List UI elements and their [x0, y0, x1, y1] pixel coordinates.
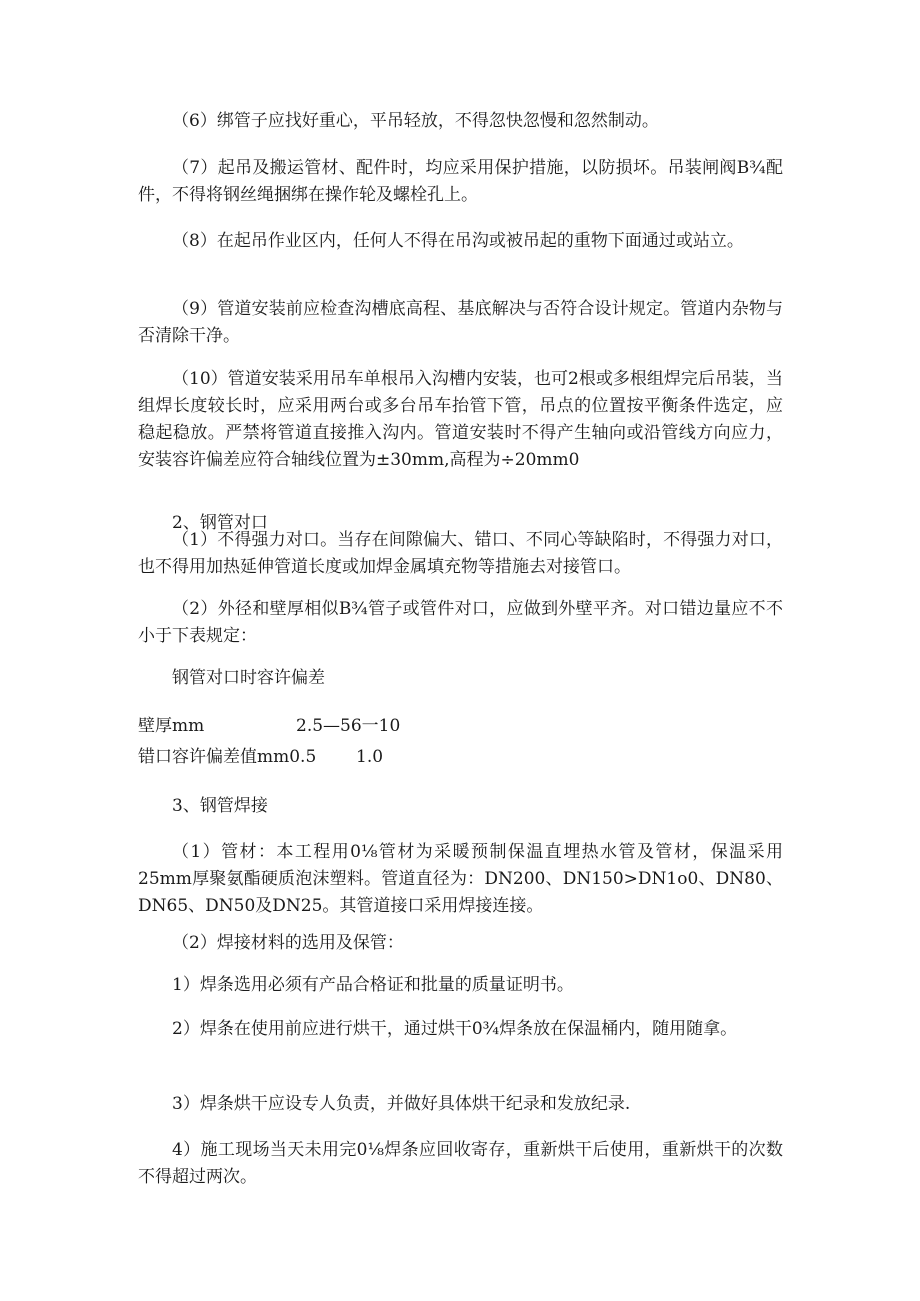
- list-item-3: 3）焊条烘干应设专人负责，并做好具体烘干纪录和发放纪录.: [172, 1094, 631, 1114]
- table-caption: 钢管对口时容许偏差: [172, 668, 325, 688]
- table-header-cell: 错口容许偏差值mm0.5: [138, 747, 317, 767]
- table-value-cell: 1.0: [356, 747, 384, 767]
- paragraph-3-2-welding-materials: （2）焊接材料的选用及保管：: [172, 933, 404, 953]
- section-heading-3: 3、钢管焊接: [172, 796, 268, 816]
- table-header-cell: 壁厚mm: [138, 716, 205, 736]
- paragraph-2-1-no-forcing: （1）不得强力对口。当存在间隙偏大、错口、不同心等缺陷时，不得强力对口，也不得用加热延伸管道长度或加焊金属填充物等措施去对接管口。: [138, 530, 783, 577]
- table-row: [138, 742, 783, 772]
- list-item-4: 4）施工现场当天未用完0⅛焊条应回收寄存，重新烘干后使用，重新烘干的次数不得超过两次。: [138, 1140, 783, 1187]
- list-item-1: 1）焊条选用必须有产品合格证和批量的质量证明书。: [172, 975, 574, 995]
- section-heading-2: 2、钢管对口: [172, 513, 268, 533]
- paragraph-1-6-binding: （6）绑管子应找好重心，平吊轻放，不得忽快忽慢和忽然制动。: [172, 111, 659, 131]
- paragraph-2-2-alignment: （2）外径和壁厚相似B¾管子或管件对口，应做到外壁平齐。对口错边量应不不小于下表规定：: [138, 599, 783, 646]
- paragraph-1-8-safety: （8）在起吊作业区内，任何人不得在吊沟或被吊起的重物下面通过或站立。: [172, 231, 744, 251]
- paragraph-1-7-lifting: （7）起吊及搬运管材、配件时，均应采用保护措施，以防损坏。吊装闸阀B¾配件，不得将钢丝绳捆绑在操作轮及螺栓孔上。: [138, 158, 783, 205]
- table-value-cell: 2.5—56一10: [296, 716, 401, 736]
- paragraph-1-10-installation: （10）管道安装采用吊车单根吊入沟槽内安装，也可2根或多根组焊完后吊装，当组焊长度较长时，应采用两台或多台吊车抬管下管，吊点的位置按平衡条件选定，应稳起稳放。严禁将管道直接推入沟内。管道安装时不得产生轴向或沿管线方向应力，安装容许偏差应符合轴线位置为±30mm,高程为÷20mm0: [138, 369, 783, 470]
- list-item-2: 2）焊条在使用前应进行烘干，通过烘干0¾焊条放在保温桶内，随用随拿。: [172, 1019, 738, 1039]
- paragraph-1-9-inspection: （9）管道安装前应检查沟槽底高程、基底解决与否符合设计规定。管道内杂物与否清除干净。: [138, 299, 783, 346]
- paragraph-3-1-materials: （1）管材：本工程用0⅛管材为采暖预制保温直埋热水管及管材，保温采用25mm厚聚氨酯硬质泡沫塑料。管道直径为：DN200、DN150>DN1o0、DN80、DN65、DN50及DN25。其管道接口采用焊接连接。: [138, 842, 783, 916]
- table-row: [138, 711, 783, 741]
